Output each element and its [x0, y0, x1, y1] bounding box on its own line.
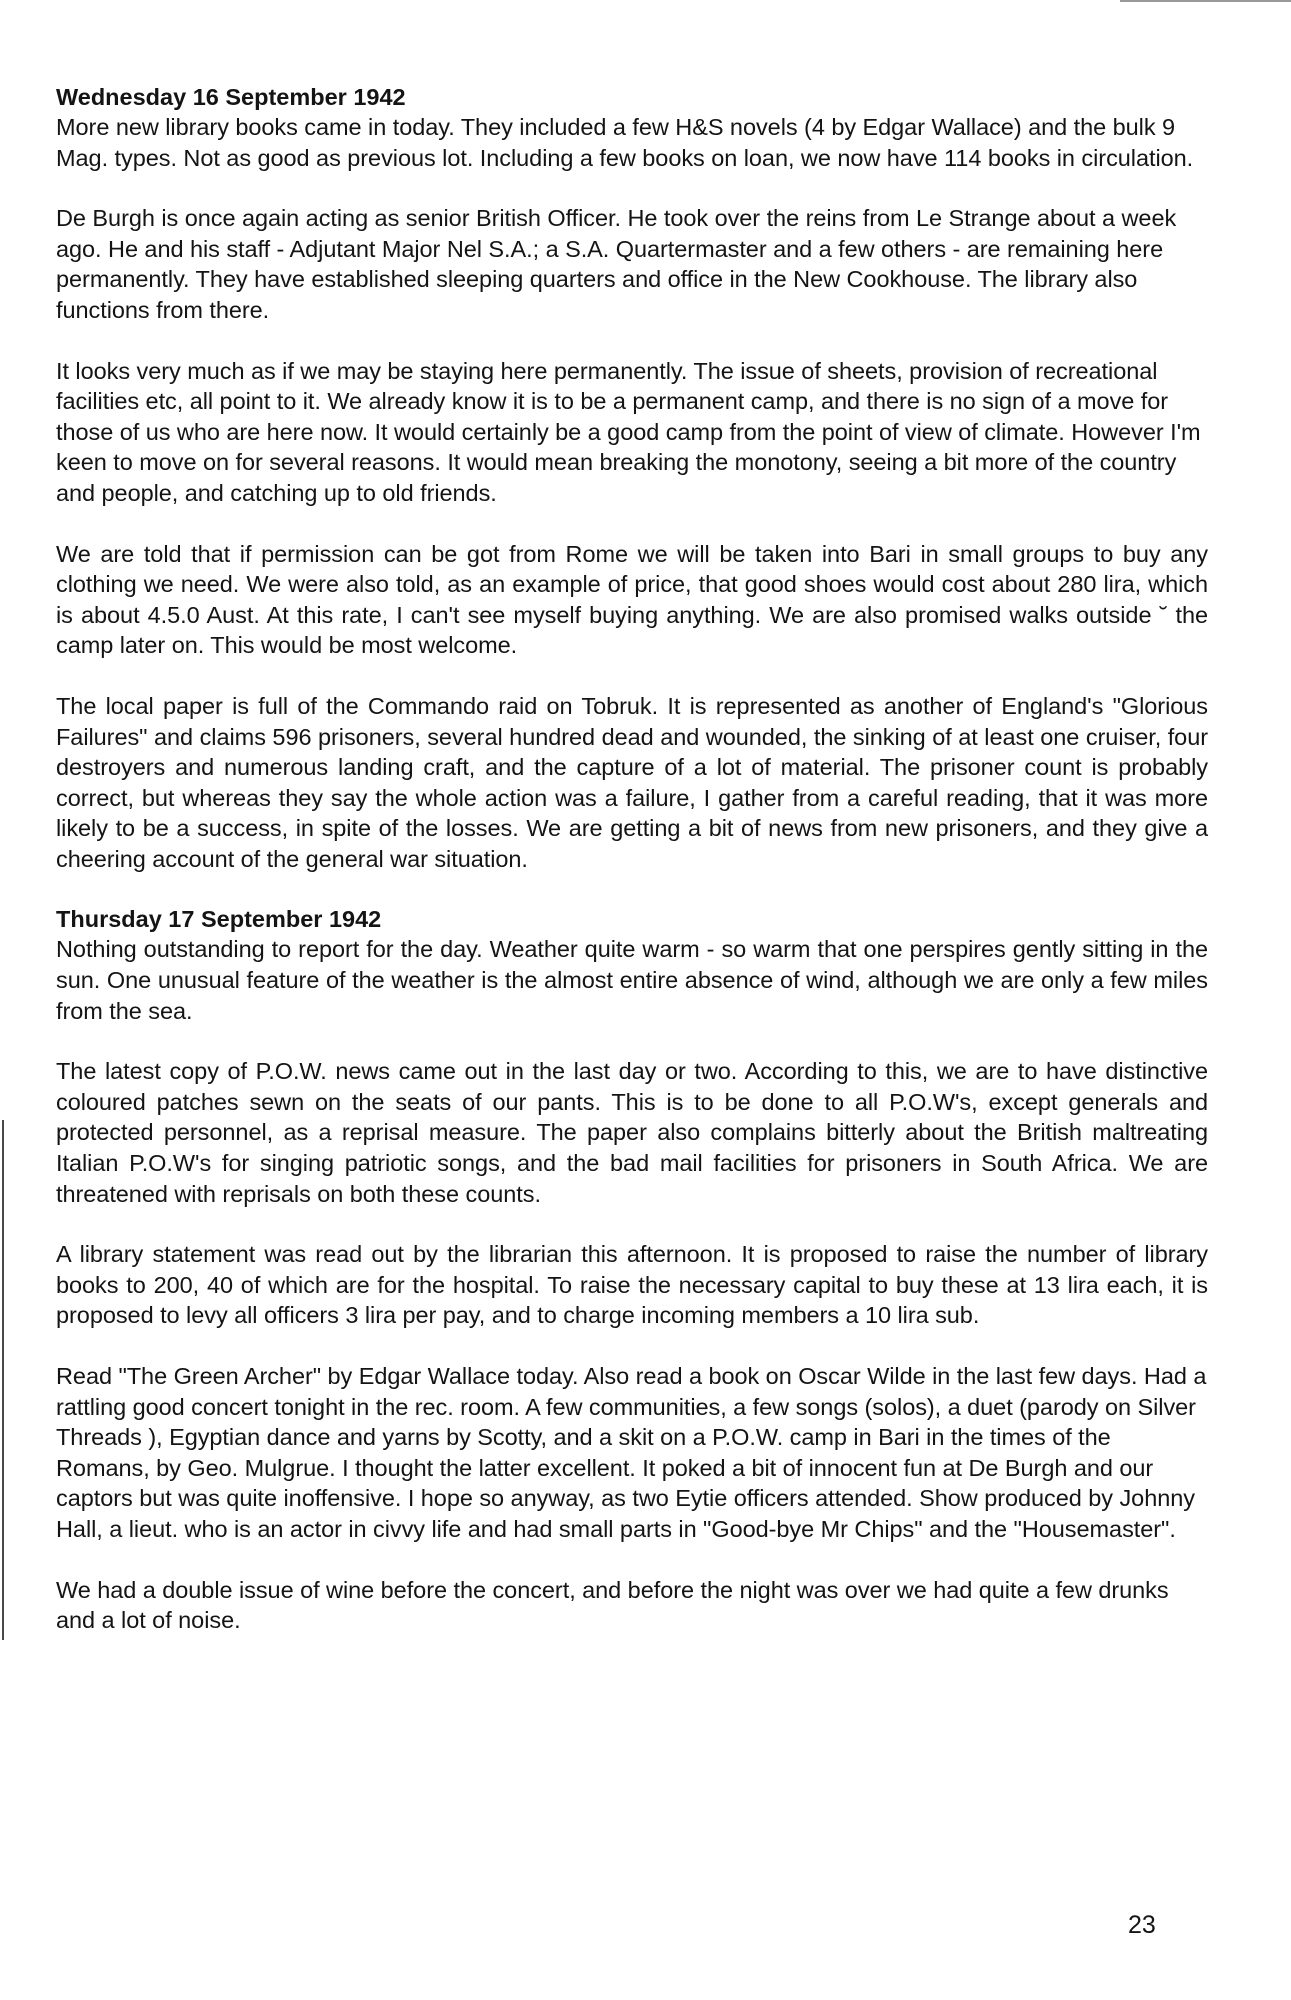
entry-heading: Wednesday 16 September 1942	[56, 84, 406, 110]
entry-heading: Thursday 17 September 1942	[56, 906, 382, 933]
paragraph: The latest copy of P.O.W. news came out in the last day or two. According to this, we are to have distinctive coloured patches sewn on the seats of our pants. This is to be done to all P.O.W's, except generals and protected personnel, as a reprisal measure. The paper also complains bitterly about the British maltreating Italian P.O.W's for singing patriotic songs, and the bad mail facilities for prisoners in South Africa. We are threatened with reprisals on both these counts.	[56, 1058, 1208, 1207]
paragraph: De Burgh is once again acting as senior British Officer. He took over the reins from Le Strange about a week ago. He and his staff - Adjutant Major Nel S.A.; a S.A. Quartermaster and a few others - are remaining here permanently. They have established sleeping quarters and office in the New Cookhouse. The library also functions from there.	[56, 205, 1177, 323]
page-number: 23	[1128, 1911, 1156, 1939]
scan-edge-top	[1120, 0, 1291, 2]
paragraph: A library statement was read out by the librarian this afternoon. It is proposed to raise the number of library books to 200, 40 of which are for the hospital. To raise the necessary capital to buy these at 13 lira each, it is proposed to levy all officers 3 lira per pay, and to charge incoming members a 10 lira sub.	[56, 1241, 1208, 1329]
scan-edge-left	[2, 1120, 4, 1640]
entry-thursday	[56, 904, 1208, 1635]
paragraph: We are told that if permission can be got from Rome we will be taken into Bari in small groups to buy any clothing we need. We were also told, as an example of price, that good shoes would cost about 280 lira, which is about 4.5.0 Aust. At this rate, I can't see myself buying anything. We are also promised walks outside ˘ the camp later on. This would be most welcome.	[56, 540, 1208, 659]
document-page	[56, 82, 1208, 1666]
entry-wednesday	[56, 82, 1208, 874]
paragraph: More new library books came in today. They included a few H&S novels (4 by Edgar Wallace) and the bulk 9 Mag. types. Not as good as previous lot. Including a few books on loan, we now have 114 books in circulation.	[56, 114, 1194, 171]
paragraph: The local paper is full of the Commando raid on Tobruk. It is represented as another of England's "Glorious Failures" and claims 596 prisoners, several hundred dead and wounded, the sinking of at least one cruiser, four destroyers and numerous landing craft, and the capture of a lot of material. The prisoner count is probably correct, but whereas they say the whole action was a failure, I gather from a careful reading, that it was more likely to be a success, in spite of the losses. We are getting a bit of news from new prisoners, and they give a cheering account of the general war situation.	[56, 692, 1208, 872]
paragraph: Nothing outstanding to report for the day. Weather quite warm - so warm that one perspires gently sitting in the sun. One unusual feature of the weather is the almost entire absence of wind, although we are only a few miles from the sea.	[56, 936, 1208, 1024]
paragraph: It looks very much as if we may be staying here permanently. The issue of sheets, provision of recreational facilities etc, all point to it. We already know it is to be a permanent camp, and there is no sign of a move for those of us who are here now. It would certainly be a good camp from the point of view of climate. However I'm keen to move on for several reasons. It would mean breaking the monotony, seeing a bit more of the country and people, and catching up to old friends.	[56, 357, 1201, 506]
paragraph: Read "The Green Archer" by Edgar Wallace today. Also read a book on Oscar Wilde in the last few days. Had a rattling good concert tonight in the rec. room. A few communities, a few songs (solos), a duet (parody on Silver Threads ), Egyptian dance and yarns by Scotty, and a skit on a P.O.W. camp in Bari in the times of the Romans, by Geo. Mulgrue. I thought the latter excellent. It poked a bit of innocent fun at De Burgh and our captors but was quite inoffensive. I hope so anyway, as two Eytie officers attended. Show produced by Johnny Hall, a lieut. who is an actor in civvy life and had small parts in "Good-bye Mr Chips" and the "Housemaster".	[56, 1363, 1207, 1542]
paragraph: We had a double issue of wine before the concert, and before the night was over we had quite a few drunks and a lot of noise.	[56, 1576, 1169, 1634]
